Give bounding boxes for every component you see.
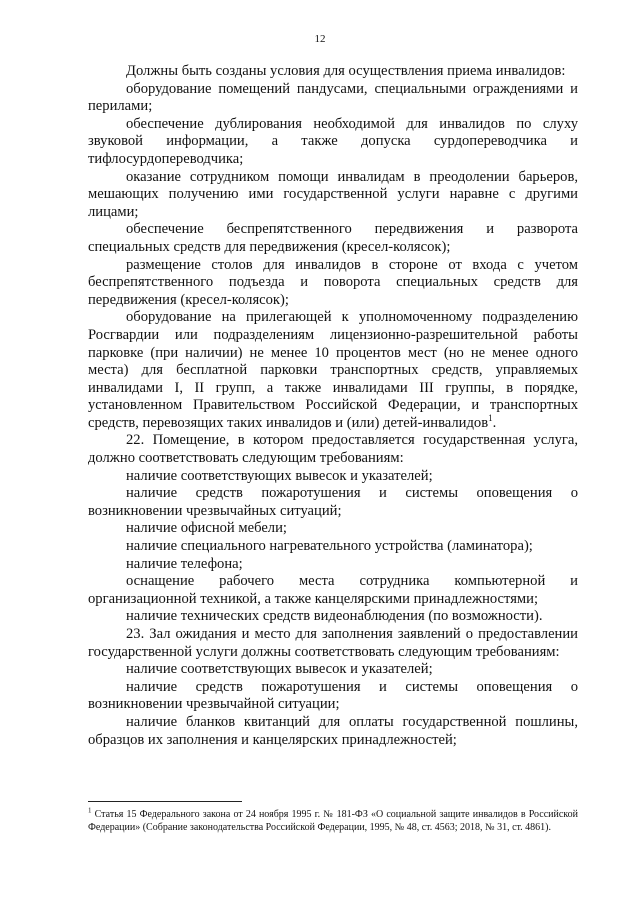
parking-text-end: . <box>492 414 497 431</box>
paragraph-conditions-intro: Должны быть созданы условия для осуществления приема инвалидов: <box>126 63 566 79</box>
page-number: 12 <box>314 33 326 45</box>
paragraph-parking <box>88 309 578 432</box>
footnote-mark: 1 <box>88 806 92 815</box>
footnote-separator <box>88 801 242 802</box>
paragraph-sign-language: обеспечение дублирования необходимой для инвалидов по слуху звуковой информации, а также допуска сурдопереводчика и тифлосурдопереводчика; <box>88 115 578 167</box>
paragraph-fire-extinguishers: наличие средств пожаротушения и системы оповещения о возникновении чрезвычайных ситуаций; <box>88 485 578 519</box>
paragraph-office-furniture: наличие офисной мебели; <box>126 520 287 537</box>
paragraph-workplace-equipment: оснащение рабочего места сотрудника компьютерной и организационной техникой, а также канцелярскими принадлежностями; <box>88 573 578 607</box>
paragraph-signs-2: наличие соответствующих вывесок и указателей; <box>126 661 433 678</box>
body-text <box>88 63 578 749</box>
paragraph-video-surveillance: наличие технических средств видеонаблюдения (по возможности). <box>126 608 543 625</box>
footnote-text: Статья 15 Федерального закона от 24 ноября 1995 г. № 181-ФЗ «О социальной защите инвалидов в Российской Федерации» (Собрание законодательства Российской Федерации, 1995, № 48, ст. 4563; 2018, № 31, ст. 4861). <box>88 809 578 833</box>
paragraph-receipt-forms: наличие бланков квитанций для оплаты государственной пошлины, образцов их заполнения и канцелярских принадлежностей; <box>88 713 578 748</box>
paragraph-telephone: наличие телефона; <box>126 555 243 572</box>
paragraph-movement: обеспечение беспрепятственного передвижения и разворота специальных средств для передвижения (кресел-колясок); <box>88 221 578 255</box>
footnote-reference: 1 <box>488 413 493 424</box>
paragraph-assistance: оказание сотрудником помощи инвалидам в преодолении барьеров, мешающих получению ими государственной услуги наравне с другими лицами; <box>88 168 578 220</box>
parking-text: оборудование на прилегающей к уполномоченному подразделению Росгвардии или подразделениям лицензионно-разрешительной работы парковке (при наличии) не менее 10 процентов мест (но не менее одного места) для бесплатной парковки транспортных средств, управляемых инвалидами I, II групп, а также инвалидами III группы, в порядке, установленном Правительством Российской Федерации, и транспортных средств, перевозящих таких инвалидов и (или) детей-инвалидов <box>88 309 578 431</box>
footnote <box>88 808 578 834</box>
paragraph-tables: размещение столов для инвалидов в стороне от входа с учетом беспрепятственного подъезда и поворота специальных средств для передвижения (кресел-колясок); <box>88 256 578 308</box>
paragraph-ramps: оборудование помещений пандусами, специальными ограждениями и перилами; <box>88 80 578 115</box>
paragraph-signs: наличие соответствующих вывесок и указателей; <box>126 467 433 484</box>
paragraph-laminator: наличие специального нагревательного устройства (ламинатора); <box>126 538 533 555</box>
paragraph-22-premises: 22. Помещение, в котором предоставляется государственная услуга, должно соответствовать следующим требованиям: <box>88 432 578 467</box>
paragraph-fire-extinguishers-2: наличие средств пожаротушения и системы оповещения о возникновении чрезвычайной ситуации; <box>88 678 578 713</box>
paragraph-23-waiting-hall: 23. Зал ожидания и место для заполнения заявлений о предоставлении государственной услуги должны соответствовать следующим требованиям: <box>88 626 578 660</box>
